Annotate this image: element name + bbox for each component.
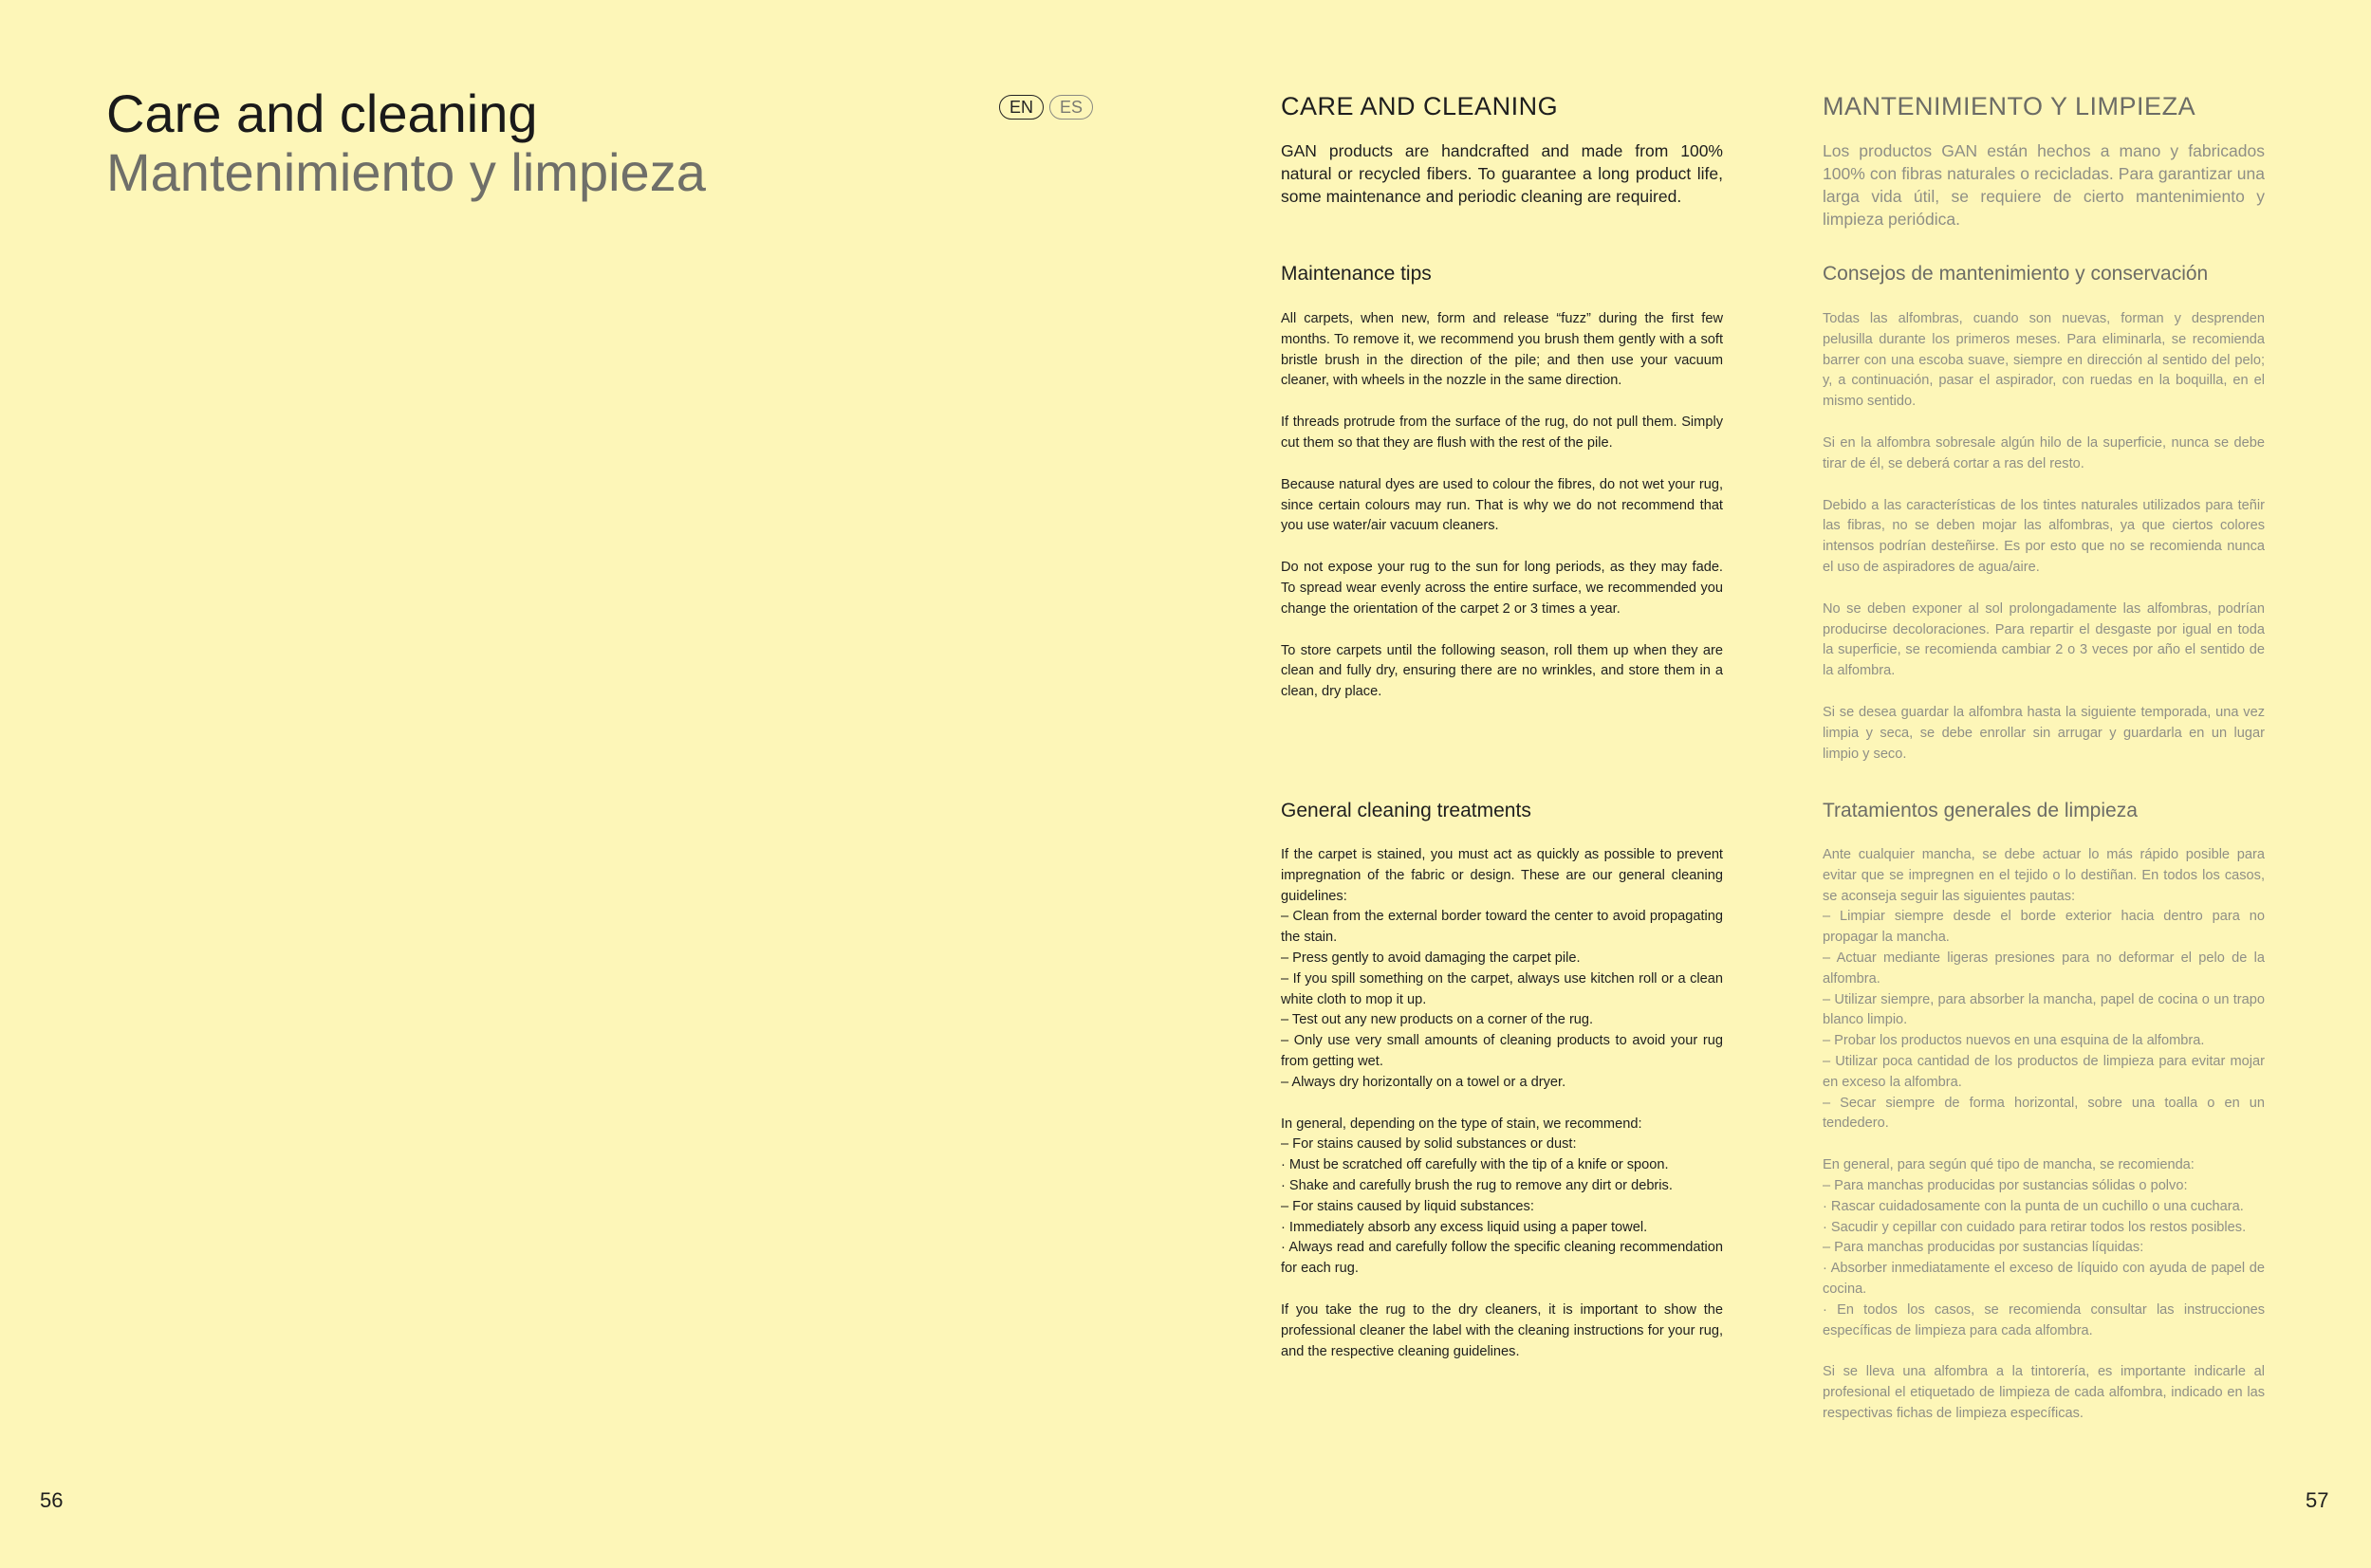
paragraph: If the carpet is stained, you must act as quickly as possible to prevent impregnation of the fabric or design. These are our general cleaning guidelines: – Clean from the external border toward the center to avoid propagating the stain. – Press gently to avoid damaging the carpet pile. – If you spill something on the carpet, always use kitchen roll or a clean white cloth to mop it up. – Test out any new products on a corner of the rug. – Only use very small amounts of cleaning products to avoid your rug from getting wet. – Always dry horizontally on a towel or a dryer.: [1281, 847, 1723, 1090]
cleaning-treatments-body: [1823, 845, 2265, 1446]
paragraph: To store carpets until the following season, roll them up when they are clean and fully dry, ensuring there are no wrinkles, and store them in a clean, dry place.: [1281, 642, 1723, 700]
paragraph: All carpets, when new, form and release “fuzz” during the first few months. To remove it, we recommend you brush them gently with a soft bristle brush in the direction of the pile; and then use your vacuum cleaner, with wheels in the nozzle in the same direction.: [1281, 311, 1723, 389]
paragraph: Because natural dyes are used to colour the fibres, do not wet your rug, since certain colours may run. That is why we do not recommend that you use water/air vacuum cleaners.: [1281, 476, 1723, 534]
paragraph: Si se desea guardar la alfombra hasta la siguiente temporada, una vez limpia y seca, se debe enrollar sin arrugar y guardarla en un lugar limpio y seco.: [1823, 704, 2265, 762]
section-heading: CARE AND CLEANING: [1281, 92, 1559, 120]
paragraph: Ante cualquier mancha, se debe actuar lo más rápido posible para evitar que se impregnen en el tejido o lo destiñan. En todos los casos, se aconseja seguir las siguientes pautas: – Limpiar siempre desde el borde exterior hacia dentro para no propagar la mancha. – Actuar mediante ligeras presiones para no deformar el pelo de la alfombra. – Utilizar siempre, para absorber la mancha, papel de cocina o un trapo blanco limpio. – Probar los productos nuevos en una esquina de la alfombra. – Utilizar poca cantidad de los productos de limpieza para evitar mojar en exceso la alfombra. – Secar siempre de forma horizontal, sobre una toalla o en un tendedero.: [1823, 847, 2265, 1132]
lang-es-toggle[interactable]: ES: [1049, 95, 1093, 120]
maintenance-tips-body: [1281, 309, 1723, 724]
page-number-left: 56: [40, 1488, 64, 1512]
maintenance-tips-heading: Maintenance tips: [1281, 263, 1432, 285]
page-title: Care and cleaning: [106, 83, 538, 143]
paragraph: If you take the rug to the dry cleaners, it is important to show the professional cleaner the label with the cleaning instructions for your rug, and the respective cleaning guidelines.: [1281, 1301, 1723, 1359]
intro-paragraph: Los productos GAN están hechos a mano y fabricados 100% con fibras naturales o recicladas. Para garantizar una larga vida útil, se requiere de cierto mantenimiento y limpieza periódica.: [1823, 141, 2265, 229]
maintenance-tips-heading: Consejos de mantenimiento y conservación: [1823, 263, 2209, 285]
language-switch: [999, 95, 1093, 120]
paragraph: Si en la alfombra sobresale algún hilo de la superficie, nunca se debe tirar de él, se deberá cortar a ras del resto.: [1823, 434, 2265, 471]
intro-paragraph: GAN products are handcrafted and made from 100% natural or recycled fibers. To guarantee a long product life, some maintenance and periodic cleaning are required.: [1281, 141, 1723, 206]
page-subtitle: Mantenimiento y limpieza: [106, 142, 706, 202]
page-number-right: 57: [2306, 1488, 2329, 1512]
cleaning-treatments-heading: General cleaning treatments: [1281, 800, 1531, 821]
paragraph: Debido a las características de los tintes naturales utilizados para teñir las fibras, no se deben mojar las alfombras, ya que ciertos colores intensos podrían desteñirse. Es por esto que no se recomienda nunca el uso de aspiradores de agua/aire.: [1823, 497, 2265, 575]
paragraph: Todas las alfombras, cuando son nuevas, forman y desprenden pelusilla durante los primeros meses. Para eliminarla, se recomienda barrer con una escoba suave, siempre en dirección al sentido del pelo; y, a continuación, pasar el aspirador, con ruedas en la boquilla, en el mismo sentido.: [1823, 311, 2265, 410]
maintenance-tips-body: [1823, 309, 2265, 785]
cleaning-treatments-body: [1281, 845, 1723, 1383]
section-heading: MANTENIMIENTO Y LIMPIEZA: [1823, 92, 2196, 120]
lang-en-toggle[interactable]: EN: [999, 95, 1044, 120]
paragraph: If threads protrude from the surface of the rug, do not pull them. Simply cut them so that they are flush with the rest of the pile.: [1281, 415, 1723, 451]
paragraph: In general, depending on the type of stain, we recommend: – For stains caused by solid substances or dust: · Must be scratched off carefully with the tip of a knife or spoon. · Shake and carefully brush the rug to remove any dirt or debris. – For stains caused by liquid substances: · Immediately absorb any excess liquid using a paper towel. · Always read and carefully follow the specific cleaning recommendation for each rug.: [1281, 1116, 1723, 1277]
cleaning-treatments-heading: Tratamientos generales de limpieza: [1823, 800, 2138, 821]
paragraph: Si se lleva una alfombra a la tintorería, es importante indicarle al profesional el etiquetado de limpieza de cada alfombra, indicado en las respectivas fichas de limpieza específicas.: [1823, 1364, 2265, 1421]
paragraph: No se deben exponer al sol prolongadamente las alfombras, podrían producirse decoloraciones. Para repartir el desgaste por igual en toda la superficie, se recomienda cambiar 2 o 3 veces por año el sentido de la alfombra.: [1823, 600, 2265, 679]
paragraph: En general, para según qué tipo de mancha, se recomienda: – Para manchas producidas por sustancias sólidas o polvo: · Rascar cuidadosamente con la punta de un cuchillo o una cuchara. · Sacudir y cepillar con cuidado para retirar todos los restos posibles. – Para manchas producidas por sustancias líquidas: · Absorber inmediatamente el exceso de líquido con ayuda de papel de cocina. · En todos los casos, se recomienda consultar las instrucciones específicas de limpieza para cada alfombra.: [1823, 1157, 2265, 1338]
paragraph: Do not expose your rug to the sun for long periods, as they may fade. To spread wear evenly across the entire surface, we recommended you change the orientation of the carpet 2 or 3 times a year.: [1281, 560, 1723, 617]
